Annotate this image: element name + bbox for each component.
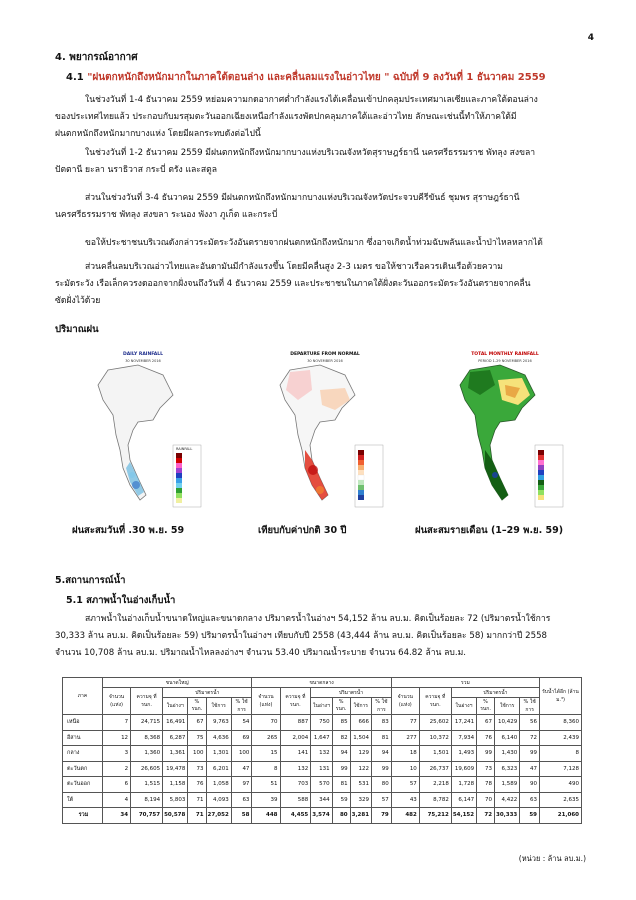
region-name: กลาง [63,746,103,762]
text-line: สภาพน้ำในอ่างเก็บน้ำขนาดใหญ่และขนาดกลาง ปริมาตรน้ำในอ่างฯ 54,152 ล้าน ลบ.ม. คิดเป็นร้อยละ 72 (ปริมาตรน้ำใช้การ [85,614,551,624]
table-cell: 10,372 [419,730,451,746]
table-cell: 1,301 [206,746,231,762]
table-cell: 10 [391,761,419,777]
table-cell: 83 [372,715,392,731]
forecast-paragraph-2 [55,145,585,179]
table-cell: 26,737 [419,761,451,777]
table-cell: 8,360 [539,715,581,731]
monthly-map-caption: ฝนสะสมรายเดือน (1–29 พ.ย. 59) [415,525,564,536]
table-cell: 94 [372,746,392,762]
table-cell: 6,147 [451,792,476,808]
table-cell: 80 [372,777,392,793]
thailand-map-departure [250,350,400,515]
page-number: 4 [587,33,594,43]
table-cell: 67 [477,715,495,731]
table-cell: 3,281 [350,808,371,824]
header-capacity: ความจุ ที่ รนก. [131,688,163,715]
header-region: ภาค [63,678,103,715]
map-subtitle: PERIOD 1-29 NOVEMBER 2016 [478,359,532,363]
forecast-paragraph-5 [55,259,585,310]
header-in-res: ในอ่างฯ [163,698,188,715]
table-cell: 1,430 [495,746,520,762]
table-cell: 570 [311,777,332,793]
table-cell: 47 [520,761,540,777]
table-cell: 1,501 [419,746,451,762]
table-cell: 531 [350,777,371,793]
text-line: ระมัดระวัง เรือเล็กควรงดออกจากฝั่งจนถึงวันที่ 4 ธันวาคม 2559 และประชาชนในภาคใต้ฝั่งตะวันออกระมัดระวังอันตรายจากคลื่น [55,279,531,289]
text-line: ส่วนคลื่นลมบริเวณอ่าวไทยและอันดามันมีกำลังแรงขึ้น โดยมีคลื่นสูง 2-3 เมตร ขอให้ชาวเรือควรเดินเรือด้วยความ [85,262,503,272]
text-line: ส่วนในช่วงวันที่ 3-4 ธันวาคม 2559 มีฝนตกหนักถึงหนักมากบางแห่งบริเวณจังหวัดประจวบคีรีขันธ์ ชุมพร สุราษฎร์ธานี [85,193,520,203]
daily-rainfall-map [68,350,218,515]
header-capacity: ความจุ ที่ รนก. [419,688,451,715]
map-title: DAILY RAINFALL [122,352,164,357]
departure-from-normal-map [250,350,400,515]
table-cell: 10,429 [495,715,520,731]
table-cell: 63 [231,792,252,808]
table-cell: 277 [391,730,419,746]
table-cell: 81 [332,777,350,793]
table-cell: 1,728 [451,777,476,793]
table-cell: 666 [350,715,371,731]
table-cell: 9,763 [206,715,231,731]
table-cell: 132 [280,761,311,777]
table-cell: 19,609 [451,761,476,777]
header-usable: ใช้การ [495,698,520,715]
table-cell: 887 [280,715,311,731]
table-cell: 67 [188,715,206,731]
text-line: นครศรีธรรมราช พัทลุง สงขลา ระนอง พังงา ภูเก็ต และกระบี่ [55,210,278,220]
text-line: ในช่วงวันที่ 1-2 ธันวาคม 2559 มีฝนตกหนักถึงหนักมากบางแห่งบริเวณจังหวัดสุราษฎร์ธานี นครศรีธรรมราช พัทลุง สงขลา [85,148,536,158]
table-cell: 132 [311,746,332,762]
table-cell: 2 [103,761,131,777]
table-cell: 26,605 [131,761,163,777]
table-cell: 71 [188,808,206,824]
table-cell: 8,194 [131,792,163,808]
table-cell: 4,422 [495,792,520,808]
table-cell: 750 [311,715,332,731]
table-cell: 69 [231,730,252,746]
table-cell: 490 [539,777,581,793]
header-count: จำนวน (แห่ง) [252,688,280,715]
table-cell: 78 [477,777,495,793]
table-row [63,730,582,746]
table-cell: 71 [188,792,206,808]
table-cell: 4,636 [206,730,231,746]
table-cell: 265 [252,730,280,746]
table-cell: 2,218 [419,777,451,793]
table-cell: 100 [231,746,252,762]
table-cell: 703 [280,777,311,793]
table-cell: 2,004 [280,730,311,746]
table-cell: 122 [350,761,371,777]
table-cell: 7,128 [539,761,581,777]
region-name: ใต้ [63,792,103,808]
table-cell: 1,515 [131,777,163,793]
table-total-row [63,808,582,824]
table-cell: 76 [477,730,495,746]
header-in-res: ในอ่างฯ [451,698,476,715]
region-name: ตะวันออก [63,777,103,793]
header-usable: ใช้การ [206,698,231,715]
table-cell: 81 [372,730,392,746]
table-cell: 141 [280,746,311,762]
table-cell: 448 [252,808,280,824]
table-cell: 70 [477,792,495,808]
header-pct: % รนก. [332,698,350,715]
table-cell: 85 [332,715,350,731]
region-name: เหนือ [63,715,103,731]
table-cell: 6 [103,777,131,793]
map-subtitle: 30 NOVEMBER 2016 [125,359,161,363]
header-large: ขนาดใหญ่ [103,678,252,688]
table-cell: 15 [252,746,280,762]
header-count: จำนวน (แห่ง) [391,688,419,715]
table-cell: 3,574 [311,808,332,824]
table-cell: 588 [280,792,311,808]
text-line: ของประเทศไทยแล้ว ประกอบกับมรสุมตะวันออกเฉียงเหนือกำลังแรงพัดปกคลุมภาคใต้และอ่าวไทย ลักษณะเช่นนี้ทำให้ภาคใต้มี [55,112,517,122]
section-5-heading: 5.สถานการณ์น้ำ [55,575,126,586]
table-cell: 18 [391,746,419,762]
table-cell: 58 [231,808,252,824]
reservoir-table-body [63,715,582,824]
table-cell: 17,241 [451,715,476,731]
table-cell: 75,212 [419,808,451,824]
section-4-heading: 4. พยากรณ์อากาศ [55,52,138,63]
header-pct-use: % ใช้การ [231,698,252,715]
water-paragraph [55,611,585,662]
table-cell: 34 [103,808,131,824]
table-cell: 7,934 [451,730,476,746]
table-cell: 25,602 [419,715,451,731]
table-cell: 57 [391,777,419,793]
text-line: จำนวน 10,708 ล้าน ลบ.ม. ปริมาณน้ำไหลลงอ่างฯ จำนวน 53.40 ปริมาณน้ำระบาย จำนวน 64.82 ล้าน ลบ.ม. [55,648,467,658]
header-pct: % รนก. [477,698,495,715]
table-cell: 56 [520,715,540,731]
region-name: ตะวันตก [63,761,103,777]
table-cell: 21,060 [539,808,581,824]
text-line: ปัตตานี ยะลา นราธิวาส กระบี่ ตรัง และสตูล [55,165,217,175]
table-cell: 73 [188,761,206,777]
table-cell: 1,493 [451,746,476,762]
table-cell: 47 [231,761,252,777]
table-cell: 6,323 [495,761,520,777]
map-title: TOTAL MONTHLY RAINFALL [471,352,539,357]
table-cell: 99 [477,746,495,762]
table-cell: 3 [103,746,131,762]
table-cell: 75 [188,730,206,746]
header-pct: % รนก. [188,698,206,715]
table-cell: 59 [332,792,350,808]
table-cell: 54,152 [451,808,476,824]
table-cell: 131 [311,761,332,777]
header-volume: ปริมาตรน้ำ [311,688,391,698]
table-cell: 2,439 [539,730,581,746]
table-cell: 82 [332,730,350,746]
table-cell: 27,052 [206,808,231,824]
table-row [63,761,582,777]
table-cell: 7 [103,715,131,731]
table-cell: 1,361 [163,746,188,762]
map-title: DEPARTURE FROM NORMAL [290,352,360,357]
reservoir-table [62,677,582,824]
table-cell: 79 [372,808,392,824]
header-pct-use: % ใช้การ [372,698,392,715]
legend-title: RAINFALL [176,447,193,451]
header-inflow: รับน้ำได้อีก (ล้าน ม.³) [539,678,581,715]
table-cell: 57 [372,792,392,808]
table-cell: 1,158 [163,777,188,793]
region-name: อีสาน [63,730,103,746]
text-line: ในช่วงวันที่ 1-4 ธันวาคม 2559 หย่อมความกดอากาศต่ำกำลังแรงได้เคลื่อนเข้าปกคลุมประเทศมาเลเซียและภาคใต้ตอนล่าง [85,95,538,105]
table-cell: 19,478 [163,761,188,777]
section-4-1-title: "ฝนตกหนักถึงหนักมากในภาคใต้ตอนล่าง และคลื่นลมแรงในอ่าวไทย " ฉบับที่ 9 ลงวันที่ 1 ธันวาคม 2559 [87,72,546,83]
table-cell: 70 [252,715,280,731]
table-cell: 6,287 [163,730,188,746]
text-line: ขอให้ประชาชนบริเวณดังกล่าวระมัดระวังอันตรายจากฝนตกหนักถึงหนักมาก ซึ่งอาจเกิดน้ำท่วมฉับพลันและน้ำป่าไหลหลากได้ [85,238,543,248]
table-row [63,746,582,762]
text-line: 30,333 ล้าน ลบ.ม. คิดเป็นร้อยละ 59) ปริมาตรน้ำในอ่างฯ เทียบกับปี 2558 (43,444 ล้าน ลบ.ม. คิดเป็นร้อยละ 58) มากกว่าปี 2558 [55,631,548,641]
rainfall-label: ปริมาณฝน [55,324,99,335]
table-cell: 73 [477,761,495,777]
table-cell: 16,491 [163,715,188,731]
table-cell: 4 [103,792,131,808]
section-5-1-heading: 5.1 สภาพน้ำในอ่างเก็บน้ำ [66,595,176,606]
table-cell: 1,589 [495,777,520,793]
table-cell: 39 [252,792,280,808]
header-medium: ขนาดกลาง [252,678,391,688]
table-cell: 99 [520,746,540,762]
table-cell: 76 [188,777,206,793]
daily-map-caption: ฝนสะสมวันที่ .30 พ.ย. 59 [72,525,185,536]
text-line: ซัดฝั่งไว้ด้วย [55,296,101,306]
table-cell: 72 [477,808,495,824]
table-cell: 329 [350,792,371,808]
section-4-1-number: 4.1 [66,72,88,83]
table-cell: 8,782 [419,792,451,808]
table-cell: 1,647 [311,730,332,746]
forecast-paragraph-4 [55,235,585,252]
header-volume: ปริมาตรน้ำ [163,688,252,698]
region-name: รวม [63,808,103,824]
table-cell: 4,455 [280,808,311,824]
departure-map-caption: เทียบกับค่าปกติ 30 ปี [258,525,347,536]
table-cell: 72 [520,730,540,746]
table-cell: 97 [231,777,252,793]
table-cell: 6,140 [495,730,520,746]
table-cell: 77 [391,715,419,731]
table-cell: 2,635 [539,792,581,808]
table-cell: 99 [372,761,392,777]
table-cell: 80 [332,808,350,824]
forecast-paragraph-3 [55,190,585,224]
header-volume: ปริมาตรน้ำ [451,688,539,698]
table-cell: 30,333 [495,808,520,824]
table-cell: 344 [311,792,332,808]
table-cell: 129 [350,746,371,762]
thailand-map-daily [68,350,218,515]
table-cell: 63 [520,792,540,808]
header-usable: ใช้การ [350,698,371,715]
thailand-map-monthly [430,350,580,515]
table-cell: 24,715 [131,715,163,731]
monthly-rainfall-map [430,350,580,515]
table-cell: 43 [391,792,419,808]
header-in-res: ในอ่างฯ [311,698,332,715]
table-cell: 4,093 [206,792,231,808]
header-capacity: ความจุ ที่ รนก. [280,688,311,715]
header-count: จำนวน (แห่ง) [103,688,131,715]
table-cell: 1,360 [131,746,163,762]
table-cell: 51 [252,777,280,793]
table-row [63,777,582,793]
table-cell: 54 [231,715,252,731]
table-cell: 8 [539,746,581,762]
table-row [63,792,582,808]
table-cell: 6,201 [206,761,231,777]
table-cell: 8,368 [131,730,163,746]
table-cell: 99 [332,761,350,777]
table-cell: 90 [520,777,540,793]
table-cell: 70,757 [131,808,163,824]
table-cell: 50,578 [163,808,188,824]
text-line: ฝนตกหนักถึงหนักมากบางแห่ง โดยมีผลกระทบดังต่อไปนี้ [55,129,261,139]
section-4-1-heading [66,70,546,85]
table-cell: 5,803 [163,792,188,808]
table-cell: 100 [188,746,206,762]
header-total: รวม [391,678,539,688]
table-cell: 1,504 [350,730,371,746]
unit-note: (หน่วย : ล้าน ลบ.ม.) [518,854,586,863]
table-row [63,715,582,731]
header-pct-use: % ใช้การ [520,698,540,715]
table-cell: 1,058 [206,777,231,793]
table-cell: 94 [332,746,350,762]
forecast-paragraph-1 [55,92,585,143]
table-cell: 482 [391,808,419,824]
map-subtitle: 30 NOVEMBER 2016 [307,359,343,363]
table-cell: 8 [252,761,280,777]
rainfall-maps [60,350,580,515]
table-cell: 59 [520,808,540,824]
table-cell: 12 [103,730,131,746]
